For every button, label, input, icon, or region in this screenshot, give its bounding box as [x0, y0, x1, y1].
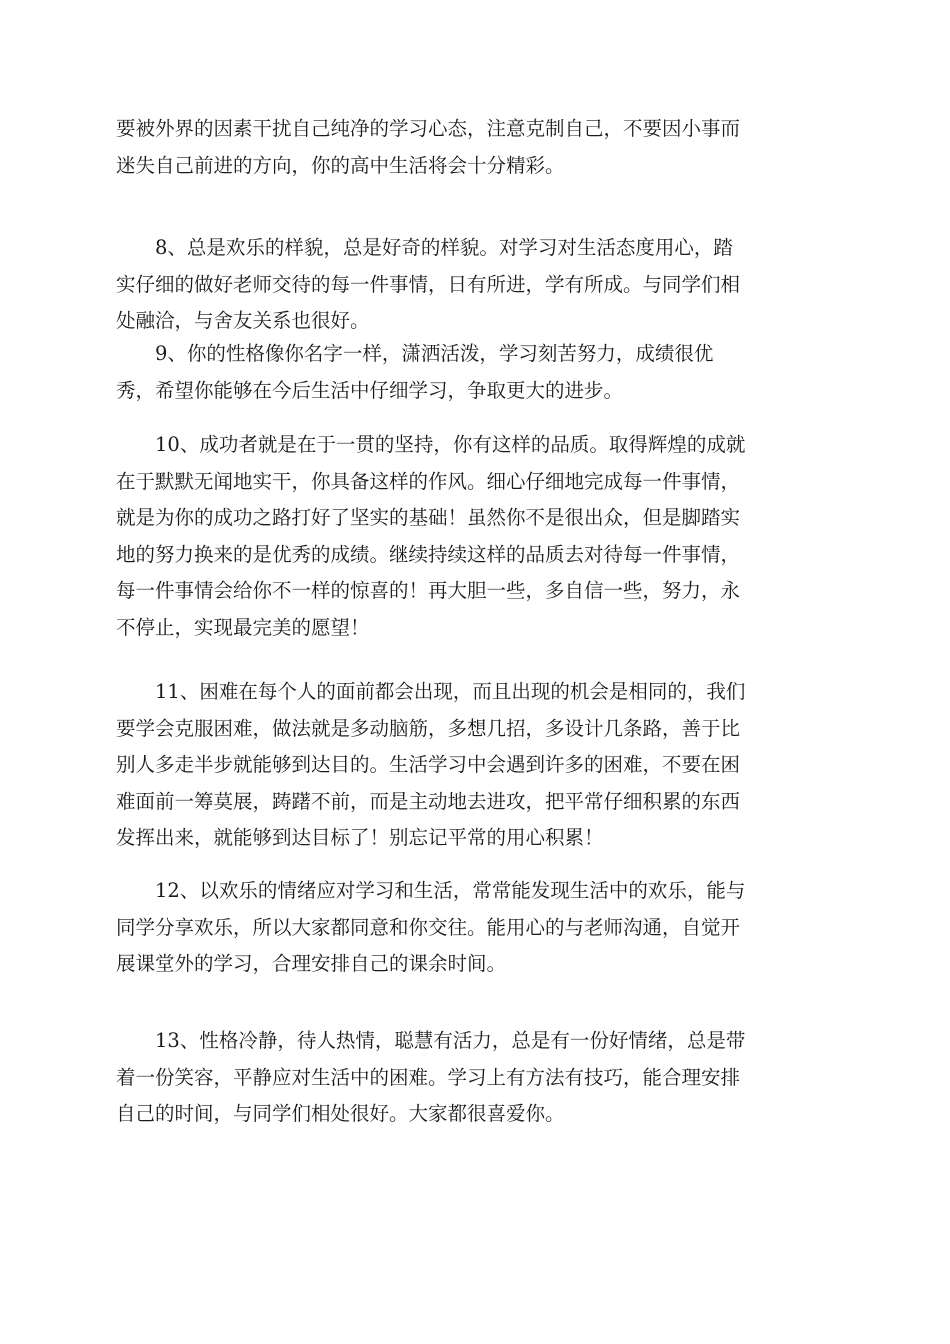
text-line: 要学会克服困难，做法就是多动脑筋，多想几招，多设计几条路，善于比 — [116, 716, 741, 740]
paragraph-12 — [116, 873, 745, 983]
paragraph-8 — [116, 230, 740, 340]
text-line: 别人多走半步就能够到达目的。生活学习中会遇到许多的困难，不要在困 — [116, 753, 741, 776]
text-line: 秀，希望你能够在今后生活中仔细学习，争取更大的进步。 — [116, 378, 624, 402]
text-line: 10、成功者就是在于一贯的坚持，你有这样的品质。取得辉煌的成就 — [116, 433, 746, 456]
text-line: 每一件事情会给你不一样的惊喜的！再大胆一些，多自信一些，努力，永 — [116, 579, 741, 602]
text-line: 自己的时间，与同学们相处很好。大家都很喜爱你。 — [116, 1102, 565, 1125]
text-line: 11、困难在每个人的面前都会出现，而且出现的机会是相同的，我们 — [116, 680, 746, 703]
text-line: 难面前一筹莫展，踌躇不前，而是主动地去进攻，把平常仔细积累的东西 — [116, 789, 741, 813]
text-line: 着一份笑容，平静应对生活中的困难。学习上有方法有技巧，能合理安排 — [116, 1065, 741, 1089]
paragraph-9 — [116, 336, 713, 409]
text-line: 8、总是欢乐的样貌，总是好奇的样貌。对学习对生活态度用心，踏 — [116, 236, 733, 259]
text-line: 在于默默无闻地实干，你具备这样的作风。细心仔细地完成每一件事情， — [116, 469, 741, 493]
text-line: 12、以欢乐的情绪应对学习和生活，常常能发现生活中的欢乐，能与 — [116, 879, 746, 902]
text-line: 同学分享欢乐，所以大家都同意和你交往。能用心的与老师沟通，自觉开 — [116, 915, 741, 939]
text-line: 就是为你的成功之路打好了坚实的基础！虽然你不是很出众，但是脚踏实 — [116, 506, 741, 529]
text-line: 要被外界的因素干扰自己纯净的学习心态，注意克制自己，不要因小事而 — [116, 117, 741, 140]
paragraph-7-continued — [116, 111, 740, 184]
text-line: 发挥出来，就能够到达目标了！别忘记平常的用心积累！ — [116, 826, 604, 849]
text-line: 地的努力换来的是优秀的成绩。继续持续这样的品质去对待每一件事情， — [116, 542, 741, 566]
text-line: 实仔细的做好老师交待的每一件事情，日有所进，学有所成。与同学们相 — [116, 272, 741, 296]
text-line: 迷失自己前进的方向，你的高中生活将会十分精彩。 — [116, 153, 565, 177]
paragraph-13 — [116, 1023, 745, 1133]
text-line: 不停止，实现最完美的愿望！ — [116, 615, 370, 639]
paragraph-11 — [116, 674, 745, 857]
text-line: 13、性格冷静，待人热情，聪慧有活力，总是有一份好情绪，总是带 — [116, 1029, 746, 1052]
text-line: 9、你的性格像你名字一样，潇洒活泼，学习刻苦努力，成绩很优 — [116, 342, 714, 365]
text-line: 处融洽，与舍友关系也很好。 — [116, 309, 370, 332]
text-line: 展课堂外的学习，合理安排自己的课余时间。 — [116, 952, 507, 975]
paragraph-10 — [116, 427, 745, 646]
